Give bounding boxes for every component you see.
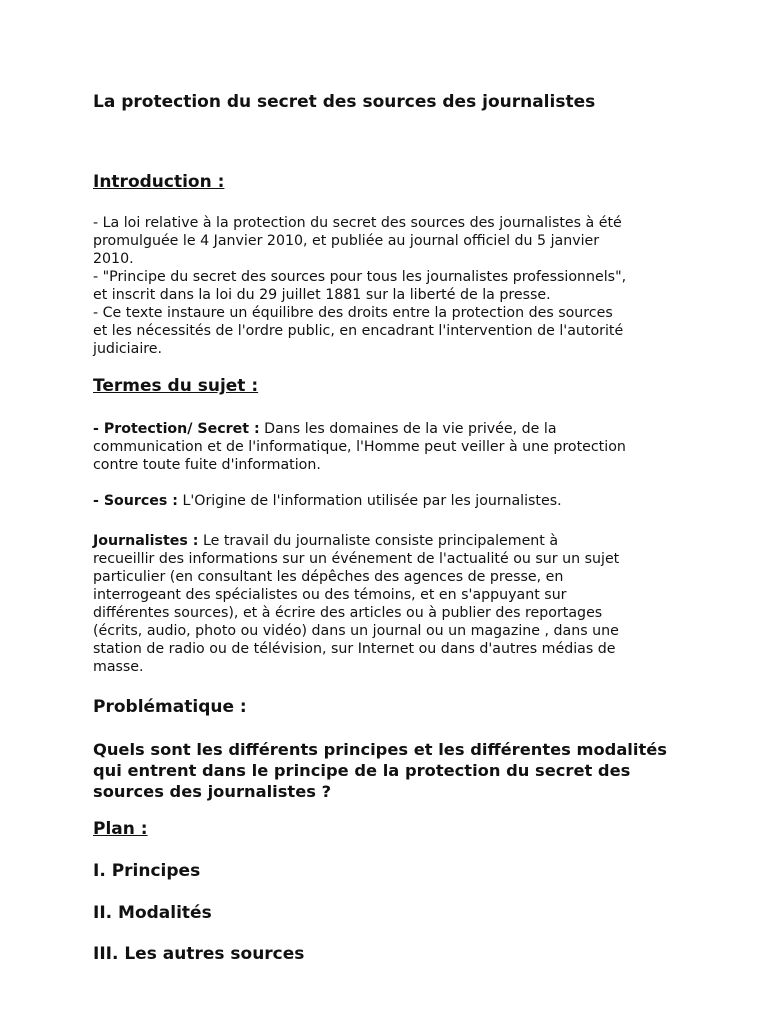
term-journalistes-line: recueillir des informations sur un événement de l'actualité ou sur un sujet — [93, 551, 620, 567]
problematique-heading: Problématique : — [93, 697, 247, 717]
introduction-line: et les nécessités de l'ordre public, en encadrant l'intervention de l'autorité — [93, 323, 624, 339]
introduction-line: - "Principe du secret des sources pour tous les journalistes professionnels", — [93, 269, 627, 285]
term-journalistes-line: interrogeant des spécialistes ou des témoins, et en s'appuyant sur — [93, 587, 567, 603]
term-protection — [93, 420, 683, 474]
introduction-line: - La loi relative à la protection du secret des sources des journalistes à été — [93, 215, 622, 231]
term-protection-first-line — [93, 420, 683, 438]
problematique-line: sources des journalistes ? — [93, 782, 332, 801]
term-journalistes-line: particulier (en consultant les dépêches des agences de presse, en — [93, 569, 564, 585]
introduction-line: promulguée le 4 Janvier 2010, et publiée au journal officiel du 5 janvier — [93, 233, 600, 249]
term-journalistes-first-line — [93, 532, 683, 550]
term-sources — [93, 492, 683, 510]
term-journalistes-text: Le travail du journaliste consiste principalement à — [198, 533, 559, 549]
plan-item-modalites: II. Modalités — [93, 903, 212, 923]
document-title: La protection du secret des sources des journalistes — [93, 92, 596, 112]
introduction-line: - Ce texte instaure un équilibre des droits entre la protection des sources — [93, 305, 613, 321]
problematique-question — [93, 739, 683, 802]
term-sources-text: L'Origine de l'information utilisée par les journalistes. — [177, 493, 562, 509]
plan-item-autres-sources: III. Les autres sources — [93, 944, 305, 964]
term-journalistes-line: différentes sources), et à écrire des articles ou à publier des reportages — [93, 605, 603, 621]
plan-item-principes: I. Principes — [93, 861, 201, 881]
introduction-paragraph — [93, 214, 683, 358]
term-journalistes-line: station de radio ou de télévision, sur Internet ou dans d'autres médias de — [93, 641, 616, 657]
termes-heading: Termes du sujet : — [93, 376, 259, 396]
term-journalistes-line: masse. — [93, 659, 144, 675]
introduction-line: 2010. — [93, 251, 134, 267]
introduction-line: et inscrit dans la loi du 29 juillet 1881 sur la liberté de la presse. — [93, 287, 551, 303]
term-sources-label: - Sources : — [93, 493, 178, 509]
introduction-line: judiciaire. — [93, 341, 163, 357]
term-protection-line: contre toute fuite d'information. — [93, 457, 321, 473]
term-protection-label: - Protection/ Secret : — [93, 421, 260, 437]
term-sources-first-line — [93, 492, 683, 510]
term-journalistes-line: (écrits, audio, photo ou vidéo) dans un journal ou un magazine , dans une — [93, 623, 619, 639]
term-protection-line: communication et de l'informatique, l'Homme peut veiller à une protection — [93, 439, 626, 455]
term-journalistes — [93, 532, 683, 676]
plan-heading: Plan : — [93, 819, 148, 839]
introduction-heading: Introduction : — [93, 172, 225, 192]
problematique-line: Quels sont les différents principes et les différentes modalités — [93, 740, 667, 759]
problematique-line: qui entrent dans le principe de la protection du secret des — [93, 761, 631, 780]
term-journalistes-label: Journalistes : — [93, 533, 199, 549]
term-protection-text: Dans les domaines de la vie privée, de la — [259, 421, 557, 437]
